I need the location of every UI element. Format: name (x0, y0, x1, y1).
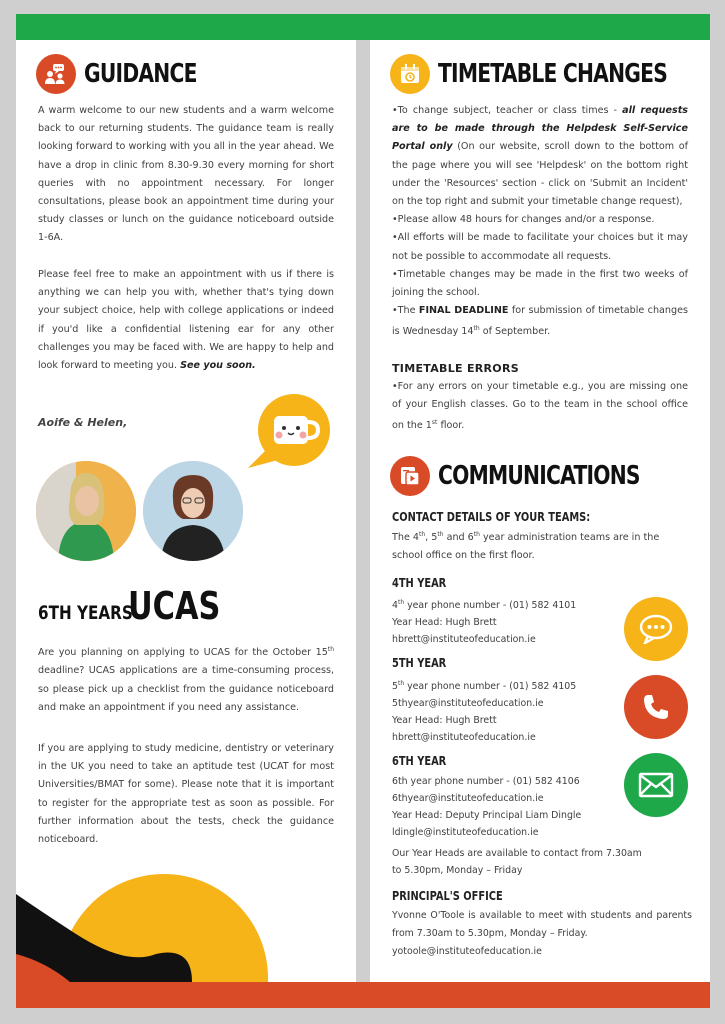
right-column (370, 40, 710, 982)
video-document-icon (390, 456, 430, 496)
ucas-paragraph-1: Are you planning on applying to UCAS for the October 15th deadline? UCAS applications are a time-consuming process, so please pick up a checklist from the guidance noticeboard and make an appointment if you need any assistance. (38, 646, 334, 713)
timetable-title: TIMETABLE CHANGES (438, 59, 668, 89)
sixth-year-head-email[interactable]: ldingle@instituteofeducation.ie (392, 827, 539, 838)
timetable-errors-body: •For any errors on your timetable e.g., you are missing one of your English classes. Go to the team in the school office on the 1st floor. (392, 381, 688, 432)
ucas-title-big: UCAS (128, 584, 221, 628)
phone-icon (624, 675, 688, 739)
timetable-errors-title: TIMETABLE ERRORS (392, 362, 519, 375)
principal-office-title: PRINCIPAL'S OFFICE (392, 889, 503, 903)
contact-details-body: The 4th, 5th and 6th year administration teams are in the school office on the first floor. (392, 531, 660, 562)
staff-photo-aoife (36, 461, 136, 561)
decorative-shapes (16, 854, 356, 982)
timetable-header (390, 54, 710, 94)
guidance-paragraph-2: Please feel free to make an appointment with us if there is anything we can help you with, whether that's tying down your subject choice, help with college applications or indeed if you'd like a confidential listening ear for any other challenges you may be faced with. We are happy to help and look forward to meeting you. See you soon. (38, 269, 334, 372)
calendar-clock-icon (390, 54, 430, 94)
sixth-year-phone: 6th year phone number - (01) 582 4106 (392, 776, 580, 787)
people-chat-icon (36, 54, 76, 94)
principal-office-body: Yvonne O'Toole is available to meet with students and parents from 7.30am to 5.30pm, Monday – Friday. yotoole@instituteofeducation.ie (392, 907, 692, 961)
fifth-year-head-email[interactable]: hbrett@instituteofeducation.ie (392, 732, 536, 744)
chat-bubble-icon (624, 597, 688, 661)
fifth-year-phone: 5th year phone number - (01) 582 4105 (392, 680, 577, 693)
fifth-year-details (392, 675, 622, 746)
mug-speech-bubble-icon (248, 392, 334, 476)
fourth-year-head: Year Head: Hugh Brett (392, 617, 497, 629)
fifth-year-title: 5TH YEAR (392, 656, 447, 670)
fourth-year-phone: 4th year phone number - (01) 582 4101 (392, 599, 577, 612)
fifth-year-email[interactable]: 5thyear@instituteofeducation.ie (392, 698, 544, 710)
fourth-year-details (392, 594, 622, 648)
year-heads-availability: Our Year Heads are available to contact from 7.30am to 5.30pm, Monday – Friday (392, 848, 642, 876)
timetable-bullet-4: •Timetable changes may be made in the first two weeks of joining the school. (392, 268, 688, 299)
bottom-red-bar (16, 982, 710, 1008)
ucas-title-small: 6TH YEARS (38, 602, 133, 624)
fourth-year-email[interactable]: hbrett@instituteofeducation.ie (392, 634, 536, 646)
sixth-year-title: 6TH YEAR (392, 754, 447, 768)
sixth-year-head: Year Head: Deputy Principal Liam Dingle (392, 810, 582, 821)
communications-title: COMMUNICATIONS (438, 461, 640, 491)
timetable-bullet-5: •The FINAL DEADLINE for submission of timetable changes is Wednesday 14th of September. (392, 305, 688, 338)
contact-details-title: CONTACT DETAILS OF YOUR TEAMS: (392, 510, 591, 524)
signature: Aoife & Helen, (38, 416, 128, 429)
guidance-paragraph-1: A warm welcome to our new students and a warm welcome back to our returning students. The guidance team is really looking forward to working with you all in the year ahead. We have a drop in clinic from 8.30-9.30 every morning for short queries with no appointment necessary. For longer consultations, please book an appointment time during your study classes or lunch on the guidance noticeboard outside 1-6A. (38, 105, 334, 244)
timetable-body (392, 102, 688, 342)
staff-photo-helen (143, 461, 243, 561)
guidance-title: GUIDANCE (84, 59, 197, 89)
fifth-year-head: Year Head: Hugh Brett (392, 715, 497, 727)
timetable-bullet-2: •Please allow 48 hours for changes and/or a response. (392, 214, 655, 226)
communications-header (390, 456, 697, 496)
top-green-bar (16, 14, 710, 40)
sixth-year-details (392, 773, 632, 841)
fourth-year-title: 4TH YEAR (392, 576, 447, 590)
principal-email[interactable]: yotoole@instituteofeducation.ie (392, 946, 542, 957)
mail-icon (624, 753, 688, 817)
timetable-bullet-3: •All efforts will be made to facilitate your choices but it may not be possible to accommodate all requests. (392, 232, 688, 262)
ucas-header (38, 584, 244, 628)
see-you-soon: See you soon. (180, 360, 256, 372)
timetable-bullet-1: •To change subject, teacher or class times - all requests are to be made through the Helpdesk Self-Service Portal only (On our website, scroll down to the bottom of the page where you will see 'Helpdesk' on the bottom right under the 'Resources' section - click on 'Submit an Incident' on the top right and submit your timetable change request), (392, 105, 689, 208)
sixth-year-email[interactable]: 6thyear@instituteofeducation.ie (392, 793, 544, 804)
ucas-paragraph-2: If you are applying to study medicine, dentistry or veterinary in the UK you need to take an aptitude test (UCAT for most Universities/BMAT for some). Please note that it is important to register for the appropriate test as soon as possible. For further information about the tests, check the guidance noticeboard. (38, 743, 334, 846)
left-column (16, 40, 356, 982)
guidance-header (36, 54, 228, 94)
